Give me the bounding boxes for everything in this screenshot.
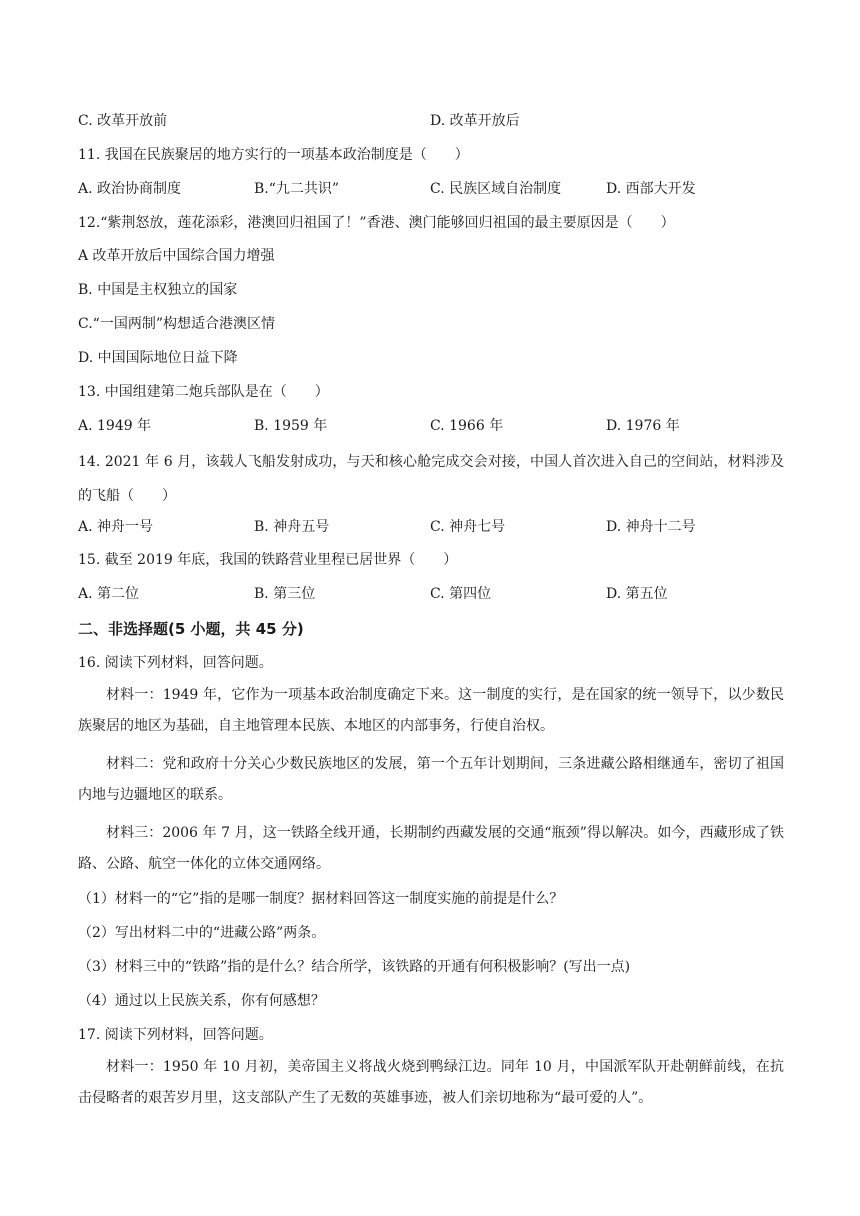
q10-option-c: C. 改革开放前	[78, 113, 168, 129]
q17-material-1: 材料一：1950 年 10 月初，美帝国主义将战火烧到鸭绿江边。同年 10 月，中国派军队开赴朝鲜前线，在抗击侵略者的艰苦岁月里，这支部队产生了无数的英雄事迹，被人们亲切地称为“最可爱的人”。	[78, 1059, 784, 1106]
q15-option-a: A. 第二位	[78, 586, 140, 602]
q16-material-2: 材料二：党和政府十分关心少数民族地区的发展，第一个五年计划期间，三条进藏公路相继通车，密切了祖国内地与边疆地区的联系。	[78, 756, 784, 803]
q15-option-d: D. 第五位	[606, 586, 668, 602]
q15-option-b: B. 第三位	[254, 586, 316, 602]
q11-option-b: B.“九二共识”	[254, 181, 340, 197]
q14-option-c: C. 神舟七号	[430, 519, 506, 535]
q13-option-a: A. 1949 年	[78, 418, 152, 434]
q11-stem: 11. 我国在民族聚居的地方实行的一项基本政治制度是（ ）	[78, 147, 469, 163]
q16-subquestion-1: （1）材料一的“它”指的是哪一制度？据材料回答这一制度实施的前提是什么？	[78, 891, 564, 907]
q12-option-c: C.“一国两制”构想适合港澳区情	[78, 316, 275, 332]
q13-stem: 13. 中国组建第二炮兵部队是在（ ）	[78, 384, 329, 400]
q15-stem: 15. 截至 2019 年底，我国的铁路营业里程已居世界（ ）	[78, 552, 458, 568]
q12-option-a: A 改革开放后中国综合国力增强	[78, 248, 275, 264]
q16-stem: 16. 阅读下列材料，回答问题。	[78, 655, 273, 671]
q14-option-a: A. 神舟一号	[78, 519, 154, 535]
q11-option-a: A. 政治协商制度	[78, 181, 182, 197]
q16-subquestion-4: （4）通过以上民族关系，你有何感想？	[78, 993, 325, 1009]
q13-option-b: B. 1959 年	[254, 418, 328, 434]
section-heading: 二、非选择题(5 小题，共 45 分)	[78, 620, 304, 638]
q11-option-d: D. 西部大开发	[606, 181, 696, 197]
q10-option-d: D. 改革开放后	[430, 113, 520, 129]
q15-option-c: C. 第四位	[430, 586, 492, 602]
q16-subquestion-3: （3）材料三中的“铁路”指的是什么？结合所学，该铁路的开通有何积极影响？(写出一点)	[78, 959, 631, 975]
q13-option-d: D. 1976 年	[606, 418, 680, 434]
q13-option-c: C. 1966 年	[430, 418, 504, 434]
q12-option-d: D. 中国国际地位日益下降	[78, 350, 238, 366]
q16-material-1: 材料一：1949 年，它作为一项基本政治制度确定下来。这一制度的实行，是在国家的统一领导下，以少数民族聚居的地区为基础，自主地管理本民族、本地区的内部事务，行使自治权。	[78, 687, 784, 734]
q16-subquestion-2: （2）写出材料二中的“进藏公路”两条。	[78, 925, 326, 941]
q16-material-3: 材料三：2006 年 7 月，这一铁路全线开通，长期制约西藏发展的交通“瓶颈”得以解决。如今，西藏形成了铁路、公路、航空一体化的立体交通网络。	[78, 825, 784, 872]
q14-stem: 14. 2021 年 6 月，该载人飞船发射成功，与天和核心舱完成交会对接，中国人首次进入自己的空间站，材料涉及的飞船（ ）	[78, 454, 784, 504]
q14-option-d: D. 神舟十二号	[606, 519, 696, 535]
q12-option-b: B. 中国是主权独立的国家	[78, 282, 238, 298]
q14-option-b: B. 神舟五号	[254, 519, 330, 535]
q17-stem: 17. 阅读下列材料，回答问题。	[78, 1027, 273, 1043]
q12-stem: 12.“紫荆怒放，莲花添彩，港澳回归祖国了！”香港、澳门能够回归祖国的最主要原因是（ ）	[78, 215, 675, 231]
q11-option-c: C. 民族区域自治制度	[430, 181, 562, 197]
